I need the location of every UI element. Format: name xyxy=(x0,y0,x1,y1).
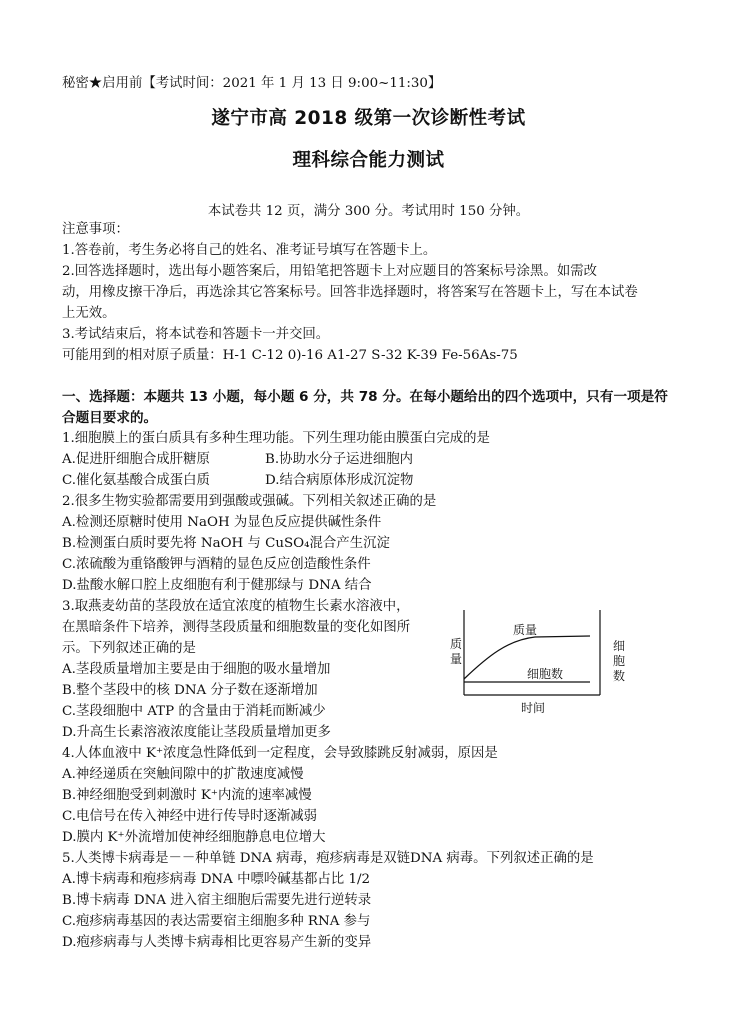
q3-option-c: C.茎段细胞中 ATP 的含量由于消耗而断减少 xyxy=(62,704,326,719)
q2-option-c: C.浓硫酸为重铬酸钾与酒精的显色反应创造酸性条件 xyxy=(62,557,371,572)
figure-right-axis-label-2: 胞 xyxy=(613,654,626,668)
q4-stem: 4.人体血液中 K⁺浓度急性降低到一定程度，会导致膝跳反射减弱，原因是 xyxy=(62,746,498,761)
confidential-line: 秘密★启用前【考试时间：2021 年 1 月 13 日 9:00~11:30】 xyxy=(62,76,442,91)
q4-option-d: D.膜内 K⁺外流增加使神经细胞静息电位增大 xyxy=(62,830,326,845)
q1-option-d: D.结合病原体形成沉淀物 xyxy=(265,473,414,488)
q4-option-c: C.电信号在传入神经中进行传导时逐渐减弱 xyxy=(62,809,318,824)
figure-right-axis-label-3: 数 xyxy=(613,669,626,683)
exam-subtitle: 理科综合能力测试 xyxy=(292,150,445,171)
exam-title: 遂宁市高 2018 级第一次诊断性考试 xyxy=(211,108,526,129)
section-heading-a: 一、选择题：本题共 13 小题，每小题 6 分，共 78 分。在每小题给出的四个选项中，只有一项是符 xyxy=(62,389,668,405)
note-2c: 上无效。 xyxy=(62,306,116,321)
note-2a: 2.回答选择题时，选出每小题答案后，用铅笔把答题卡上对应题目的答案标号涂黑。如需改 xyxy=(62,264,598,279)
q5-option-d: D.疱疹病毒与人类博卡病毒相比更容易产生新的变异 xyxy=(62,935,372,950)
figure-right-axis-label-1: 细 xyxy=(613,639,626,653)
figure-x-axis-label: 时间 xyxy=(521,701,546,715)
figure-mass-curve-label: 质量 xyxy=(513,623,538,637)
q4-option-b: B.神经细胞受到刺激时 K⁺内流的速率减慢 xyxy=(62,788,312,803)
q3-stem-a: 3.取燕麦幼苗的茎段放在适宜浓度的植物生长素水溶液中， xyxy=(62,599,410,614)
note-3: 3.考试结束后，将本试卷和答题卡一并交回。 xyxy=(62,327,330,342)
figure-left-axis-label-2: 量 xyxy=(450,652,463,666)
q2-option-b: B.检测蛋白质时要先将 NaOH 与 CuSO₄混合产生沉淀 xyxy=(62,536,390,551)
q5-option-a: A.博卡病毒和疱疹病毒 DNA 中嘌呤碱基都占比 1/2 xyxy=(62,872,371,887)
q3-figure xyxy=(440,600,640,720)
q3-stem-c: 示。下列叙述正确的是 xyxy=(62,641,196,656)
figure-left-axis-label-1: 质 xyxy=(450,637,463,651)
q1-option-b: B.协助水分子运进细胞内 xyxy=(265,452,414,467)
notes-heading: 注意事项： xyxy=(62,222,129,237)
q5-stem: 5.人类博卡病毒是－－种单链 DNA 病毒，疱疹病毒是双链DNA 病毒。下列叙述正确的是 xyxy=(62,851,594,866)
note-2b: 动，用橡皮擦干净后，再选涂其它答案标号。回答非选择题时，将答案写在答题卡上，写在本试卷 xyxy=(62,285,638,300)
q3-stem-b: 在黑暗条件下培养，测得茎段质量和细胞数量的变化如图所 xyxy=(62,620,411,635)
q3-option-a: A.茎段质量增加主要是由于细胞的吸水量增加 xyxy=(62,662,331,677)
figure-cell-curve-label: 细胞数 xyxy=(527,667,564,681)
q5-option-b: B.博卡病毒 DNA 进入宿主细胞后需要先进行逆转录 xyxy=(62,893,372,908)
q5-option-c: C.疱疹病毒基因的表达需要宿主细胞多种 RNA 参与 xyxy=(62,914,371,929)
exam-info: 本试卷共 12 页，满分 300 分。考试用时 150 分钟。 xyxy=(207,204,530,219)
q4-option-a: A.神经递质在突触间隙中的扩散速度减慢 xyxy=(62,767,304,782)
section-heading-b: 合题目要求的。 xyxy=(62,410,158,426)
q1-option-c: C.催化氨基酸合成蛋白质 xyxy=(62,473,210,488)
q3-option-d: D.升高生长素溶液浓度能让茎段质量增加更多 xyxy=(62,725,331,740)
atomic-masses: 可能用到的相对原子质量：H-1 C-12 0)-16 A1-27 S-32 K-39 Fe-56As-75 xyxy=(62,348,518,363)
q2-option-a: A.检测还原糖时使用 NaOH 为显色反应提供碱性条件 xyxy=(62,515,382,530)
q3-option-b: B.整个茎段中的核 DNA 分子数在逐渐增加 xyxy=(62,683,318,698)
q1-option-a: A.促进肝细胞合成肝糖原 xyxy=(62,452,210,467)
note-1: 1.答卷前，考生务必将自己的姓名、准考证号填写在答题卡上。 xyxy=(62,243,437,258)
q2-option-d: D.盐酸水解口腔上皮细胞有利于健那绿与 DNA 结合 xyxy=(62,578,372,593)
q2-stem: 2.很多生物实验都需要用到强酸或强碱。下列相关叙述正确的是 xyxy=(62,494,437,509)
q1-stem: 1.细胞膜上的蛋白质具有多种生理功能。下列生理功能由膜蛋白完成的是 xyxy=(62,431,490,446)
